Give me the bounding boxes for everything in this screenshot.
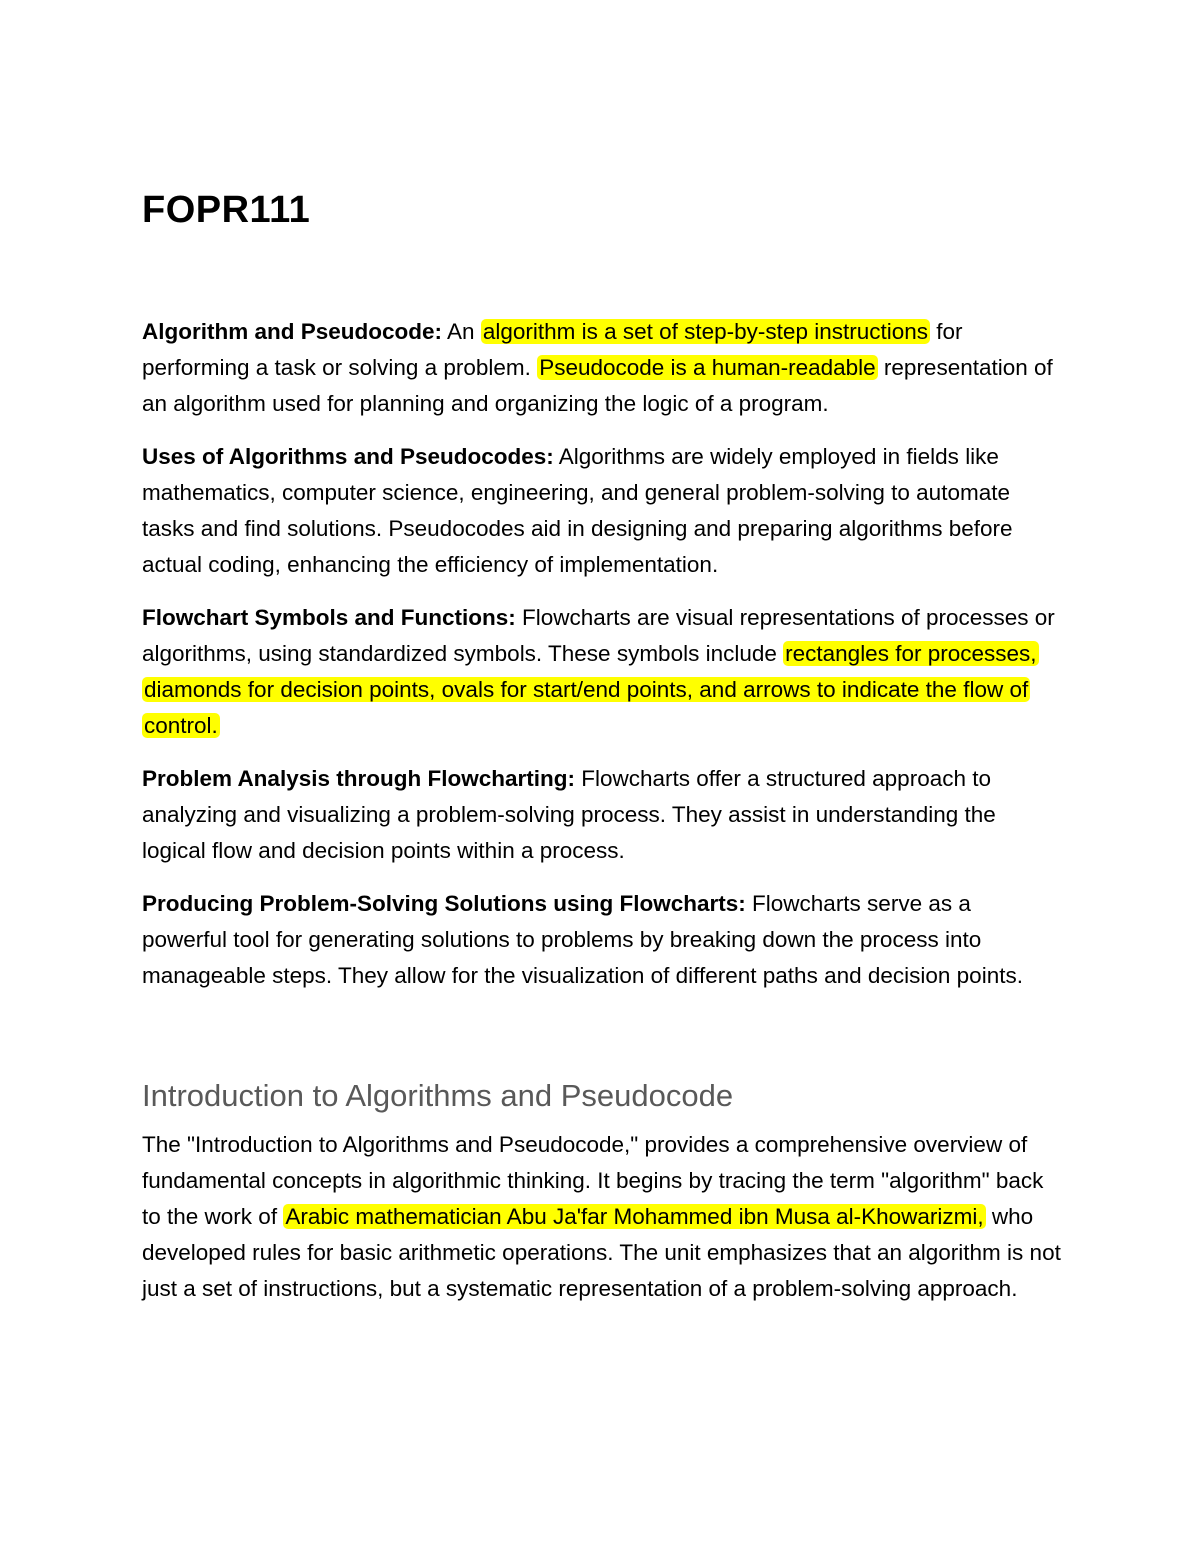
document-body bbox=[142, 314, 1062, 1324]
highlighted-text: Pseudocode is a human-readable bbox=[539, 355, 876, 380]
paragraph-algorithm-and-pseudocode bbox=[142, 314, 1062, 422]
paragraph-label: Uses of Algorithms and Pseudocodes: bbox=[142, 444, 554, 469]
paragraph-text: Flowcharts are visual representations of processes or algorithms, using standardized symbols. These symbols include bbox=[142, 605, 1055, 666]
paragraph-label: Problem Analysis through Flowcharting: bbox=[142, 766, 575, 791]
paragraph-label: Algorithm and Pseudocode: bbox=[142, 319, 443, 344]
document-title: FOPR111 bbox=[142, 189, 311, 231]
highlighted-text: rectangles for processes, diamonds for decision points, ovals for start/end points, and arrows to indicate the flow of control. bbox=[144, 641, 1037, 738]
paragraph-producing-solutions bbox=[142, 886, 1062, 994]
highlighted-text: algorithm is a set of step-by-step instructions bbox=[482, 319, 929, 344]
paragraph-text: An bbox=[442, 319, 481, 344]
paragraph-label: Flowchart Symbols and Functions: bbox=[142, 605, 516, 630]
paragraph-text: representation of an algorithm used for planning and organizing the logic of a program. bbox=[142, 355, 1053, 416]
paragraph-text: Flowcharts serve as a powerful tool for generating solutions to problems by breaking down the process into manageable steps. They allow for the visualization of different paths and decision points. bbox=[142, 891, 1023, 988]
paragraph-problem-analysis bbox=[142, 761, 1062, 869]
highlighted-text: Arabic mathematician Abu Ja'far Mohammed ibn Musa al-Khowarizmi, bbox=[285, 1204, 984, 1229]
section-heading: Introduction to Algorithms and Pseudocode bbox=[142, 1078, 734, 1113]
paragraph-introduction bbox=[142, 1127, 1062, 1307]
paragraph-text: who developed rules for basic arithmetic operations. The unit emphasizes that an algorithm is not just a set of instructions, but a systematic representation of a problem-solving approach. bbox=[142, 1204, 1061, 1301]
paragraph-flowchart-symbols bbox=[142, 600, 1062, 744]
paragraph-text: Flowcharts offer a structured approach to analyzing and visualizing a problem-solving process. They assist in understanding the logical flow and decision points within a process. bbox=[142, 766, 996, 863]
paragraph-uses-of-algorithms bbox=[142, 439, 1062, 583]
paragraph-label: Producing Problem-Solving Solutions using Flowcharts: bbox=[142, 891, 746, 916]
paragraph-text: for performing a task or solving a problem. bbox=[142, 319, 963, 380]
paragraph-text: The "Introduction to Algorithms and Pseudocode," provides a comprehensive overview of fundamental concepts in algorithmic thinking. It begins by tracing the term "algorithm" back to the work of bbox=[142, 1132, 1044, 1229]
paragraph-text: Algorithms are widely employed in fields like mathematics, computer science, engineering, and general problem-solving to automate tasks and find solutions. Pseudocodes aid in designing and preparing algorithms before actual coding, enhancing the efficiency of implementation. bbox=[142, 444, 1013, 577]
